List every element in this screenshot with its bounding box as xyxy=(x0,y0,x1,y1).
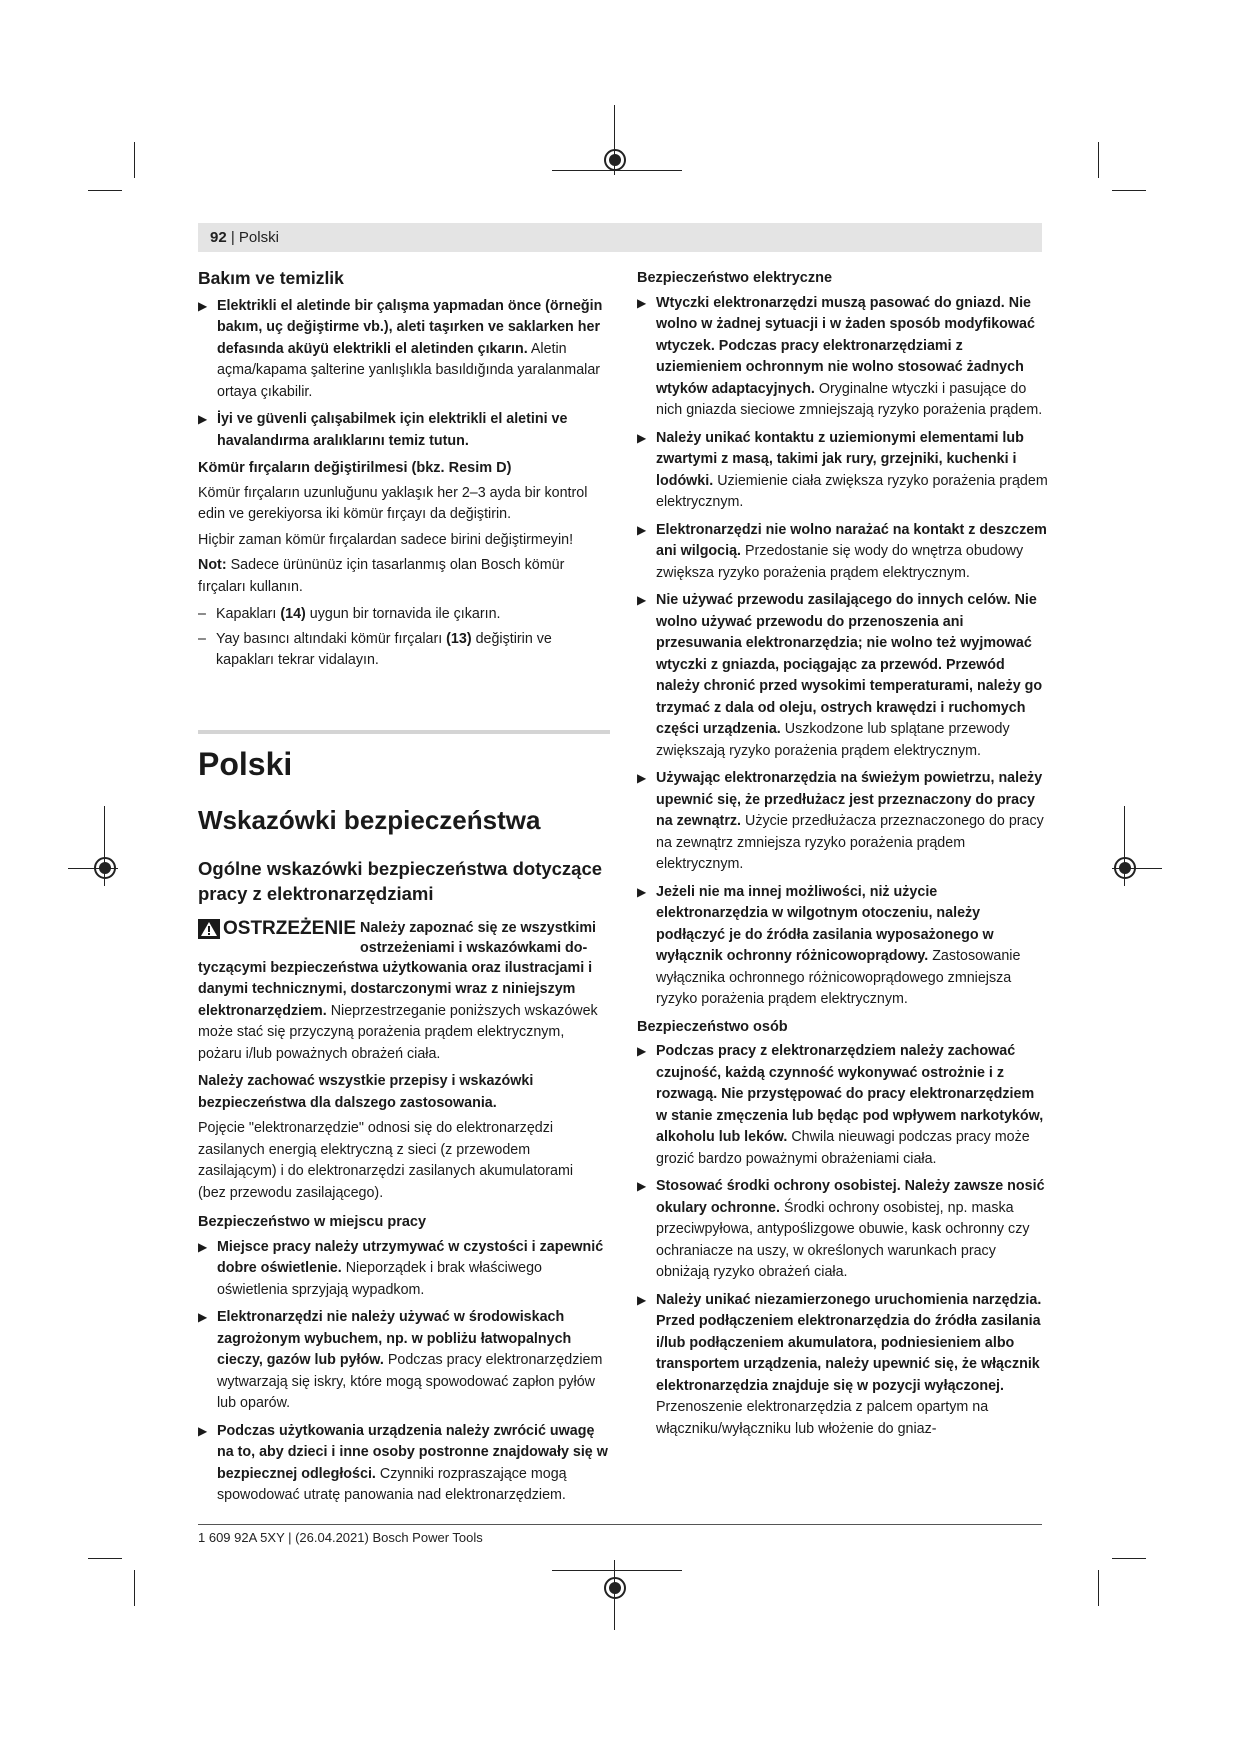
bullet-bold: Miejsce pracy należy utrzymywać w czystości i zapewnić dobre oświetlenie. xyxy=(217,1238,604,1276)
crop-mark xyxy=(134,142,135,178)
registration-target-icon xyxy=(1114,857,1136,879)
bullet-item xyxy=(637,768,1049,876)
crop-mark xyxy=(552,1570,682,1571)
warning-text: Nieprzestrzeganie poniższych wskazówek może stać się przyczyną porażenia prądem elektrycznym, pożaru i/lub poważnych obrażeń ciała. xyxy=(198,1002,598,1062)
bullet-arrow-icon: ▶ xyxy=(637,430,647,445)
crop-mark xyxy=(1112,1558,1146,1559)
bullet-text: Uziemienie ciała zwiększa ryzyko porażenia prądem elektrycznym. xyxy=(656,472,1048,510)
bullet-text: Uszkodzone lub splątane przewody zwiększają ryzyko porażenia prądem elektrycznym. xyxy=(656,721,1010,759)
step-item: – Yay basıncı altındaki kömür fırçaları (13) değiştirin ve kapakları tekrar vidalayın. xyxy=(198,630,552,668)
general-title: Ogólne wskazówki bezpieczeństwa dotyczące pracy z elektronarzędziami xyxy=(198,857,603,904)
bullet-bold: Należy unikać niezamierzonego uruchomienia narzędzia. Przed podłączeniem elektronarzędzia do źródła zasilania i/lub podłączeniem akumulatora, podniesieniem albo transportem urządzenia, należy upewnić się, że włącznik elektronarzędzia znajduje się w pozycji wyłączonej. xyxy=(656,1291,1042,1394)
workplace-title: Bezpieczeństwo w miejscu pracy xyxy=(198,1214,427,1230)
bullet-text: Aletin açma/kapama şalterine yanlışlıkla basıldığında yaralanmalar ortaya çıkabilir. xyxy=(217,340,601,400)
brush-paragraph: Kömür fırçaların uzunluğunu yaklaşık her 2–3 ayda bir kontrol edin ve gerekiyorsa iki kömür fırçayı da değiştirin. xyxy=(198,484,588,522)
bullet-arrow-icon: ▶ xyxy=(198,412,208,426)
brush-title: Kömür fırçaların değiştirilmesi (bkz. Resim D) xyxy=(198,460,512,476)
page-footer: 1 609 92A 5XY | (26.04.2021) Bosch Power Tools xyxy=(198,1530,483,1545)
term-paragraph: Pojęcie "elektronarzędzie" odnosi się do elektronarzędzi zasilanych energią elektryczną z sieci (z przewodem zasilającym) i do elektronarzędzi zasilanych akumulatorami xyxy=(198,1120,574,1179)
bullet-item xyxy=(198,409,610,452)
bullet-arrow-icon: ▶ xyxy=(198,298,208,313)
keep-instructions: Należy zachować wszystkie przepisy i wskazówki bezpieczeństwa dla dalszego zastosowania. xyxy=(198,1073,534,1111)
warning-body: tyczącymi bezpieczeństwa użytkowania oraz ilustracjami i danymi technicznymi, dostarczonymi wraz z niniejszym elektronarzędziem. xyxy=(198,959,593,1019)
brush-steps xyxy=(198,604,610,672)
crop-mark xyxy=(1098,1570,1099,1606)
bullet-arrow-icon: ▶ xyxy=(198,1423,208,1438)
warning-triangle-icon xyxy=(198,919,220,939)
bullet-bold: Stosować środki ochrony osobistej. Należy zawsze nosić okulary ochronne. xyxy=(656,1178,1045,1216)
warning-label: OSTRZEŻENIE xyxy=(223,917,357,939)
bullet-text: Czynniki rozpraszające mogą spowodować utratę panowania nad elektronarzędziem. xyxy=(217,1465,567,1503)
safety-title: Wskazówki bezpieczeństwa xyxy=(198,804,541,835)
step-ref: (13) xyxy=(446,630,472,647)
brush-warning: Hiçbir zaman kömür fırçalardan sadece birini değiştirmeyin! xyxy=(198,531,574,548)
workplace-list xyxy=(198,1237,610,1507)
page-number: 92 xyxy=(210,229,227,246)
bullet-arrow-icon: ▶ xyxy=(637,771,647,785)
warning-block xyxy=(198,918,610,1066)
note-label: Not: xyxy=(198,557,227,573)
right-column xyxy=(637,268,1049,1446)
bullet-bold: Należy unikać kontaktu z uziemionymi elementami lub zwartymi z masą, takimi jak rury, grzejniki, kuchenki i lodówki. xyxy=(656,429,1024,489)
term-paragraph-end: (bez przewodu zasilającego). xyxy=(198,1184,384,1201)
crop-mark xyxy=(1098,142,1099,178)
language-title: Polski xyxy=(198,745,293,782)
bullet-item xyxy=(637,590,1049,762)
bullet-arrow-icon: ▶ xyxy=(637,884,647,899)
bullet-item xyxy=(637,1041,1049,1170)
page-header-bar xyxy=(198,223,1042,252)
bullet-text: Zastosowanie wyłącznika ochronnego różnicowoprądowego zmniejsza ryzyko porażenia prądem elektrycznym. xyxy=(656,948,1021,1007)
bullet-bold: Elektrikli el aletinde bir çalışma yapmadan önce (örneğin bakım, uç değiştirme vb.), aleti taşırken ve saklarken her defasında aküyü elektrikli el aletinden çıkarın. xyxy=(217,297,603,357)
bullet-bold: Elektronarzędzi nie należy używać w środowiskach zagrożonym wybuchem, np. w pobliżu łatwopalnych cieczy, gazów lub pyłów. xyxy=(217,1309,572,1368)
page-header: 92 | Polski xyxy=(210,229,279,246)
bullet-text: Podczas pracy elektronarzędziem wytwarzają się iskry, które mogą spowodować zapłon pyłów lub oparów. xyxy=(217,1352,603,1411)
bullet-bold: Podczas pracy z elektronarzędziem należy zachować czujność, każdą czynność wykonywać ostrożnie i z rozwagą. Nie przystępować do pracy elektronarzędziem w stanie zmęczenia lub będąc pod wpływem narkotyków, alkoholu lub leków. xyxy=(656,1043,1044,1145)
bullet-item xyxy=(198,1421,610,1507)
electrical-list xyxy=(637,293,1049,1011)
bullet-item xyxy=(198,1307,610,1415)
bullet-arrow-icon: ▶ xyxy=(637,1292,647,1307)
bullet-arrow-icon: ▶ xyxy=(637,295,647,310)
bullet-bold: Używając elektronarzędzia na świeżym powietrzu, należy upewnić się, że przedłużacz jest przeznaczony do pracy na zewnątrz. xyxy=(656,770,1043,829)
bullet-bold: İyi ve güvenli çalışabilmek için elektrikli el aletini ve havalandırma aralıklarını temiz tutun. xyxy=(217,411,568,449)
step-post: değiştirin ve kapakları tekrar vidalayın. xyxy=(216,630,552,668)
step-ref: (14) xyxy=(280,606,306,622)
bullet-item xyxy=(637,1290,1049,1441)
warning-badge xyxy=(198,918,356,940)
crop-mark xyxy=(88,1558,122,1559)
bullet-item xyxy=(637,1176,1049,1284)
bullet-item xyxy=(637,882,1049,1011)
bullet-arrow-icon: ▶ xyxy=(637,1044,647,1058)
bullet-item xyxy=(637,428,1049,514)
section-divider xyxy=(198,730,610,734)
step-pre: Yay basıncı altındaki kömür fırçaları xyxy=(216,630,447,647)
header-language: Polski xyxy=(238,229,279,246)
bullet-arrow-icon: ▶ xyxy=(637,593,647,607)
bullet-item xyxy=(637,520,1049,585)
crop-mark xyxy=(1112,190,1146,191)
bullet-text: Przedostanie się wody do wnętrza obudowy zwiększa ryzyko porażenia prądem elektrycznym. xyxy=(656,543,1024,581)
step-pre: Kapakları xyxy=(216,606,281,622)
registration-target-icon xyxy=(604,1577,626,1599)
step-post: uygun bir tornavida ile çıkarın. xyxy=(305,606,501,622)
bullet-bold: Jeżeli nie ma innej możliwości, niż użycie elektronarzędzia w wilgotnym otoczeniu, należy podłączyć je do źródła zasilania wyposażonego w wyłącznik ochronny różnicowoprądowy. xyxy=(656,883,994,964)
bullet-text: Przenoszenie elektronarzędzia z palcem opartym na włączniku/wyłączniku lub włożenie do gniaz- xyxy=(656,1399,989,1437)
bullet-bold: Podczas użytkowania urządzenia należy zwrócić uwagę na to, aby dzieci i inne osoby postronne znajdowały się w bezpiecznej odległości. xyxy=(217,1422,608,1482)
bullet-arrow-icon: ▶ xyxy=(198,1310,208,1324)
left-column xyxy=(198,268,610,1513)
bullet-text: Użycie przedłużacza przeznaczonego do pracy na zewnątrz zmniejsza ryzyko porażenia prądem elektrycznym. xyxy=(656,813,1044,872)
bullet-bold: Elektronarzędzi nie wolno narażać na kontakt z deszczem ani wilgocią. xyxy=(656,521,1047,559)
personal-list xyxy=(637,1041,1049,1440)
bullet-item xyxy=(198,296,610,404)
step-item: – Kapakları (14) uygun bir tornavida ile çıkarın. xyxy=(198,606,501,622)
personal-title: Bezpieczeństwo osób xyxy=(637,1018,788,1035)
bullet-item xyxy=(637,293,1049,422)
care-title: Bakım ve temizlik xyxy=(198,268,344,288)
bullet-bold: Nie używać przewodu zasilającego do innych celów. Nie wolno używać przewodu do przenoszenia ani przesuwania elektronarzędzia; nie wolno też wyjmować wtyczki z gniazda, pociągając za przewód. Przewód należy chronić przed wysokimi temperaturami, należy go trzymać z dala od oleju, ostrych krawędzi i ruchomych części urządzenia. xyxy=(656,592,1043,737)
care-list xyxy=(198,296,610,453)
bullet-text: Chwila nieuwagi podczas pracy może grozić bardzo poważnymi obrażeniami ciała. xyxy=(656,1129,1030,1167)
bullet-text: Oryginalne wtyczki i pasujące do nich gniazda sieciowe zmniejszają ryzyko porażenia prądem. xyxy=(656,380,1043,418)
warning-head: Należy zapoznać się ze wszystkimi ostrzeżeniami i wskazówkami do- xyxy=(360,919,597,956)
bullet-item xyxy=(198,1237,610,1302)
bullet-arrow-icon: ▶ xyxy=(198,1239,208,1254)
bullet-arrow-icon: ▶ xyxy=(637,522,647,537)
note xyxy=(198,555,610,598)
footer-rule xyxy=(198,1524,1042,1525)
bullet-text: Środki ochrony osobistej, np. maska przeciwpyłowa, antypoślizgowe obuwie, kask ochronny czy ochraniacze na uszy, w określonych warunkach pracy obniżają ryzyko obrażeń ciała. xyxy=(656,1199,1030,1280)
electrical-title: Bezpieczeństwo elektryczne xyxy=(637,270,833,286)
registration-target-icon xyxy=(94,857,116,879)
crop-mark xyxy=(134,1570,135,1606)
bullet-arrow-icon: ▶ xyxy=(637,1179,647,1193)
bullet-bold: Wtyczki elektronarzędzi muszą pasować do gniazd. Nie wolno w żadnej sytuacji i w żaden sposób modyfikować wtyczek. Podczas pracy elektronarzędziami z uziemieniem ochronnym nie wolno stosować żadnych wtyków adaptacyjnych. xyxy=(656,294,1035,397)
registration-target-icon xyxy=(604,149,626,171)
bullet-text: Nieporządek i brak właściwego oświetlenia sprzyjają wypadkom. xyxy=(217,1260,542,1298)
note-text: Sadece ürününüz için tasarlanmış olan Bosch kömür fırçaları kullanın. xyxy=(198,557,565,595)
crop-mark xyxy=(88,190,122,191)
